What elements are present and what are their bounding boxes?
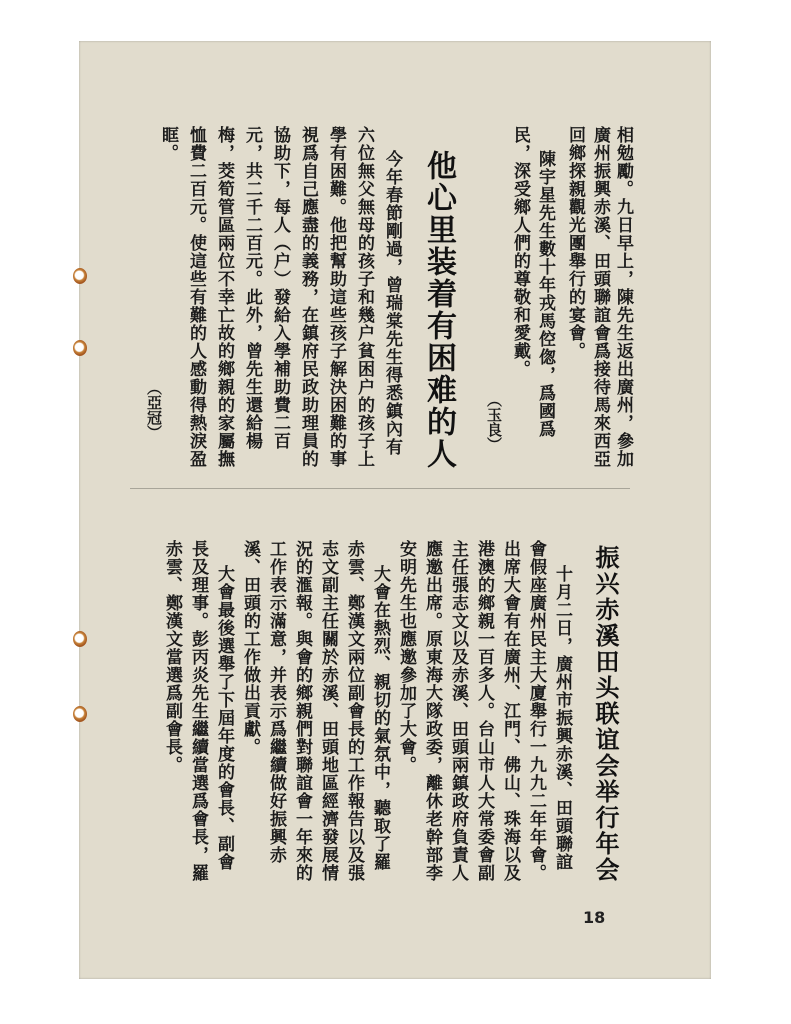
- article-left-col: 梅，茭筍管區兩位不幸亡故的鄉親的家屬撫: [214, 126, 234, 468]
- article-top-col: 相勉勵。九日早上，陳先生返出廣州，參加: [613, 126, 633, 468]
- article-left-byline: （亞冠）: [145, 380, 163, 440]
- binding-hole: [73, 631, 87, 647]
- article-bottom-col: 大會最後選舉了下屆年度的會長、副會: [214, 565, 234, 871]
- article-left-col: 視爲自己應盡的義務，在鎮府民政助理員的: [298, 126, 318, 468]
- article-bottom-col: 溪、田頭的工作做出貢獻。: [240, 540, 260, 756]
- binding-hole: [73, 340, 87, 356]
- article-left-headline: 他心里装着有困难的人: [421, 150, 456, 470]
- article-bottom-col: 長及理事。彭丙炎先生繼續當選爲會長，羅: [188, 540, 208, 882]
- article-left-col: 學有困難。他把幫助這些孩子解決困難的事: [326, 126, 346, 468]
- article-bottom-col: 主任張志文以及赤溪、田頭兩鎮政府負責人: [448, 540, 468, 882]
- article-top-byline: （玉良）: [485, 392, 503, 452]
- article-bottom-col: 赤雲、鄭漢文當選爲副會長。: [162, 540, 182, 774]
- article-bottom-col: 況的滙報。與會的鄉親們對聯誼會一年來的: [292, 540, 312, 882]
- article-left-col: 元，共二千二百元。此外，曾先生還給楊: [242, 126, 262, 450]
- article-top-col: 廣州振興赤溪、田頭聯誼會爲接待馬來西亞: [590, 126, 610, 468]
- article-top-col: 回鄉探親觀光團舉行的宴會。: [565, 126, 585, 360]
- article-bottom-col: 大會在熱烈、親切的氣氛中，聽取了羅: [370, 565, 390, 871]
- binding-hole: [73, 706, 87, 722]
- section-divider: [130, 488, 630, 489]
- article-left-col: 恤費二百元。使這些有難的人感動得熱淚盈: [186, 126, 206, 468]
- article-left-col: 六位無父無母的孩子和幾户貧困户的孩子上: [354, 126, 374, 468]
- page-number: 18: [583, 908, 606, 927]
- article-left-col: 協助下，每人（户）發給入學補助費二百: [270, 126, 290, 450]
- article-bottom-col: 志文副主任關於赤溪、田頭地區經濟發展情: [318, 540, 338, 882]
- article-bottom-col: 應邀出席。原東海大隊政委，離休老幹部李: [422, 540, 442, 882]
- article-top-col: 陳宇星先生數十年戎馬倥偬，爲國爲: [535, 150, 555, 438]
- article-bottom-col: 赤雲、鄭漢文兩位副會長的工作報告以及張: [344, 540, 364, 882]
- article-top-col: 民，深受鄉人們的尊敬和愛戴。: [510, 126, 530, 378]
- article-left-col: 今年春節剛過，曾瑞棠先生得悉鎮內有: [382, 150, 402, 456]
- article-bottom-headline: 振兴赤溪田头联谊会举行年会: [591, 545, 619, 883]
- article-bottom-col: 出席大會有在廣州、江門、佛山、珠海以及: [500, 540, 520, 882]
- article-left-col: 眶。: [158, 126, 178, 162]
- article-bottom-col: 會假座廣州民主大廈舉行一九九二年年會。: [526, 540, 546, 882]
- article-bottom-col: 安明先生也應邀參加了大會。: [396, 540, 416, 774]
- article-bottom-col: 港澳的鄉親一百多人。台山市人大常委會副: [474, 540, 494, 882]
- binding-hole: [73, 268, 87, 284]
- article-bottom-col: 工作表示滿意，并表示爲繼續做好振興赤: [266, 540, 286, 864]
- article-bottom-col: 十月二日，廣州市振興赤溪、田頭聯誼: [552, 565, 572, 871]
